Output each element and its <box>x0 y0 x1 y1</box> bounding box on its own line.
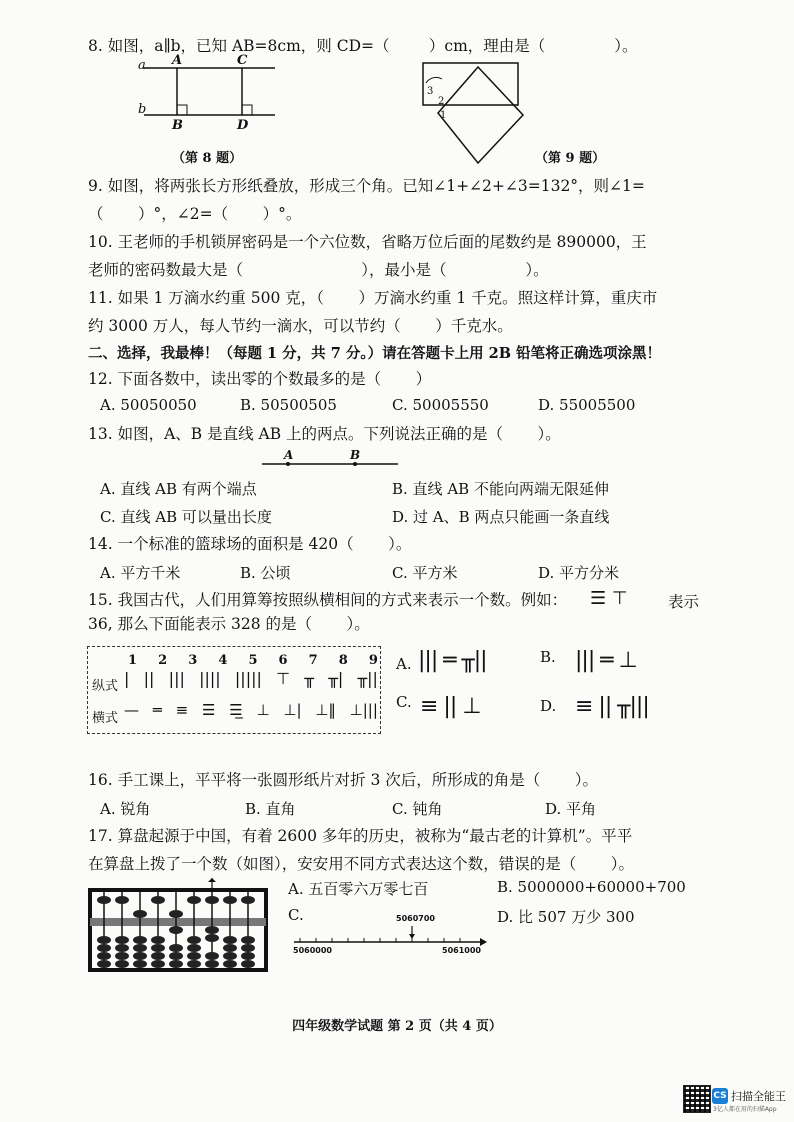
rod-digit: 6 <box>278 653 288 668</box>
q13-option-b[interactable]: B. 直线 AB 不能向两端无限延伸 <box>392 480 609 498</box>
q8-label-B: B <box>172 118 183 133</box>
q9-figure <box>418 55 528 170</box>
rod-digit: 4 <box>218 653 228 668</box>
q13-point-b: B <box>350 448 361 462</box>
qr-code-icon <box>683 1085 711 1113</box>
rod-digit: 1 <box>128 653 138 668</box>
q13-line-figure <box>260 452 400 472</box>
q15-option-a-glyph[interactable]: ||| ═ ╥|| <box>418 648 487 673</box>
q15-counting-rod-table <box>87 646 381 734</box>
q15-option-c-glyph[interactable]: ≡ || ⊥ <box>420 694 481 719</box>
rod-heng-label: 横式 <box>92 711 119 726</box>
rod-zong: || <box>143 669 155 688</box>
rod-digit: 5 <box>248 653 258 668</box>
q15-line2: 36, 那么下面能表示 328 的是（ ）。 <box>88 615 370 633</box>
rod-zong: | <box>124 669 130 688</box>
q13-option-d[interactable]: D. 过 A、B 两点只能画一条直线 <box>392 508 610 526</box>
q16-option-a[interactable]: A. 锐角 <box>100 800 151 818</box>
scanner-brand: 扫描全能王 <box>731 1090 786 1103</box>
rod-heng: ═ <box>152 701 162 719</box>
q15-option-b-glyph[interactable]: ||| ═ ⊥ <box>575 648 637 673</box>
q12-option-b[interactable]: B. 50500505 <box>240 396 337 414</box>
rod-heng: ⊥ <box>256 701 270 719</box>
page-footer: 四年级数学试题 第 2 页（共 4 页） <box>292 1019 502 1034</box>
q13-point-a: A <box>284 448 294 462</box>
q15-example-glyph: ☰ ⊤ <box>590 588 628 609</box>
rod-digit: 8 <box>338 653 348 668</box>
q9-line2: （ ）°，∠2=（ ）°。 <box>88 205 302 223</box>
q16-text: 16. 手工课上，平平将一张圆形纸片对折 3 次后，所形成的角是（ ）。 <box>88 771 599 789</box>
rod-zong: ╥ <box>304 669 314 688</box>
rod-zong: ╥|| <box>357 669 378 688</box>
q10-line1: 10. 王老师的手机锁屏密码是一个六位数，省略万位后面的尾数约是 890000，王 <box>88 233 647 251</box>
q15-line1: 15. 我国古代，人们用算筹按照纵横相间的方式来表示一个数。例如： <box>88 591 568 609</box>
q16-option-d[interactable]: D. 平角 <box>545 800 597 818</box>
q11-line2: 约 3000 万人，每人节约一滴水，可以节约（ ）千克水。 <box>88 317 513 335</box>
q14-option-c[interactable]: C. 平方米 <box>392 564 458 582</box>
q16-option-b[interactable]: B. 直角 <box>245 800 296 818</box>
q9-angle-2: 2 <box>438 96 445 107</box>
q13-text: 13. 如图，A、B 是直线 AB 上的两点。下列说法正确的是（ ）。 <box>88 425 561 443</box>
q8-label-b: b <box>138 102 147 117</box>
q15-option-c-label[interactable]: C. <box>396 693 412 711</box>
q8-label-a: a <box>138 58 146 73</box>
q15-option-d-glyph[interactable]: ≡ || ╥||| <box>575 694 649 719</box>
q8-label-A: A <box>172 53 183 68</box>
q14-option-d[interactable]: D. 平方分米 <box>538 564 620 582</box>
q17-option-d[interactable]: D. 比 507 万少 300 <box>497 908 635 926</box>
q9-line1: 9. 如图，将两张长方形纸叠放，形成三个角。已知∠1+∠2+∠3=132°，则∠1= <box>88 177 645 195</box>
rod-digit: 2 <box>158 653 168 668</box>
q12-option-d[interactable]: D. 55005500 <box>538 396 636 414</box>
rod-zong: |||| <box>199 669 221 688</box>
q15-line1-tail: 表示 <box>668 593 700 611</box>
rod-digit: 3 <box>188 653 198 668</box>
rod-heng: ☰̲ <box>229 701 243 719</box>
q12-option-c[interactable]: C. 50005550 <box>392 396 489 414</box>
rod-digit: 7 <box>308 653 318 668</box>
rod-zong: ||||| <box>234 669 262 688</box>
q8-figure <box>130 55 280 135</box>
numberline-mid-label: 5060700 <box>396 914 435 923</box>
q12-option-a[interactable]: A. 50050050 <box>100 396 197 414</box>
q15-option-a-label[interactable]: A. <box>396 655 412 673</box>
rod-heng: ≡ <box>175 701 189 719</box>
q17-option-b[interactable]: B. 5000000+60000+700 <box>497 878 686 896</box>
q12-text: 12. 下面各数中，读出零的个数最多的是（ ） <box>88 370 432 388</box>
rod-heng: ⊥||| <box>349 701 378 719</box>
q17-option-a[interactable]: A. 五百零六万零七百 <box>288 880 429 898</box>
q15-option-d-label[interactable]: D. <box>540 697 557 715</box>
q17-option-c[interactable]: C. <box>288 906 304 924</box>
rod-digit: 9 <box>368 653 378 668</box>
q17-line1: 17. 算盘起源于中国，有着 2600 多年的历史，被称为“最古老的计算机”。平平 <box>88 827 633 845</box>
q14-option-b[interactable]: B. 公顷 <box>240 564 291 582</box>
q13-option-a[interactable]: A. 直线 AB 有两个端点 <box>100 480 257 498</box>
camscanner-logo-icon: CS <box>712 1088 728 1104</box>
rod-zong-label: 纵式 <box>92 679 119 694</box>
q16-option-c[interactable]: C. 钝角 <box>392 800 443 818</box>
q11-line1: 11. 如果 1 万滴水约重 500 克，（ ）万滴水约重 1 千克。照这样计算，重庆市 <box>88 289 658 307</box>
abacus-figure <box>88 878 270 974</box>
rod-heng: ⊥‖ <box>315 701 336 719</box>
q8-caption: （第 8 题） <box>172 151 243 166</box>
q9-caption: （第 9 题） <box>535 151 606 166</box>
rod-heng: ⊥| <box>283 701 302 719</box>
numberline-left-label: 5060000 <box>293 946 332 955</box>
q13-option-c[interactable]: C. 直线 AB 可以量出长度 <box>100 508 272 526</box>
numberline-right-label: 5061000 <box>442 946 481 955</box>
section-2-heading: 二、选择，我最棒！（每题 1 分，共 7 分。）请在答题卡上用 2B 铅笔将正确选项涂黑！ <box>88 345 662 362</box>
q9-angle-3: 3 <box>427 86 434 97</box>
rod-zong: ⊤ <box>276 669 291 688</box>
rod-heng: ☰ <box>202 701 216 719</box>
q8-label-D: D <box>237 118 249 133</box>
rod-zong: ╥| <box>328 669 344 688</box>
q17-line2: 在算盘上拨了一个数（如图），安安用不同方式表达这个数，错误的是（ ）。 <box>88 855 634 873</box>
q17-number-line <box>290 918 490 948</box>
q14-text: 14. 一个标准的篮球场的面积是 420（ ）。 <box>88 535 412 553</box>
q15-option-b-label[interactable]: B. <box>540 648 556 666</box>
q10-line2: 老师的密码数最大是（ ），最小是（ ）。 <box>88 261 549 279</box>
q8-text: 8. 如图，a∥b，已知 AB=8cm，则 CD=（ ）cm，理由是（ ）。 <box>88 37 638 55</box>
q8-label-C: C <box>237 53 248 68</box>
q14-option-a[interactable]: A. 平方千米 <box>100 564 181 582</box>
rod-heng: — <box>124 701 139 719</box>
q9-angle-1: 1 <box>440 110 447 121</box>
rod-zong: ||| <box>168 669 185 688</box>
scanner-subtitle: 3亿人都在用的扫描App <box>713 1106 777 1113</box>
